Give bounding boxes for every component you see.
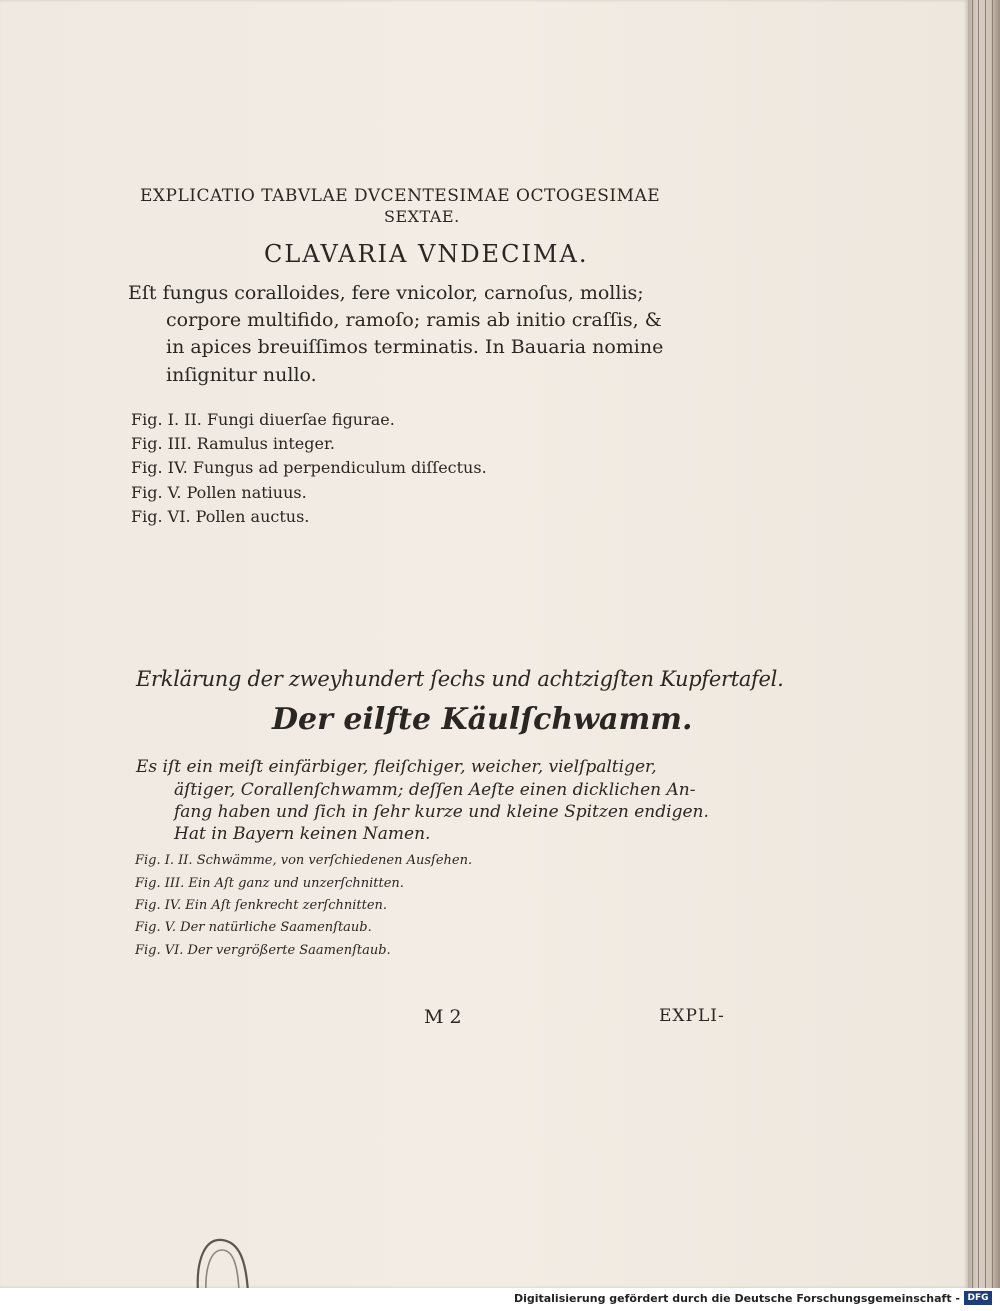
catchword: EXPLI-	[659, 1006, 725, 1026]
latin-fig-item: Fig. VI. Pollen auctus.	[131, 507, 310, 526]
latin-para-line: inſignitur nullo.	[166, 364, 317, 386]
dfg-logo: DFG	[964, 1291, 992, 1305]
german-fig-item: Fig. V. Der natürliche Saamenſtaub.	[135, 920, 372, 935]
latin-fig-item: Fig. IV. Fungus ad perpendiculum diſſectus.	[131, 458, 487, 477]
german-title: Erklärung der zweyhundert ſechs und achtzigſten Kupfertafel.	[136, 667, 784, 691]
paper-clip-icon	[190, 1232, 260, 1292]
latin-fig-item: Fig. I. II. Fungi diuerſae figurae.	[131, 410, 395, 429]
latin-fig-item: Fig. V. Pollen natiuus.	[131, 483, 307, 502]
latin-title-line1: EXPLICATIO TABVLAE DVCENTESIMAE OCTOGESIMAE	[140, 186, 661, 206]
german-fig-item: Fig. III. Ein Aſt ganz und unzerſchnitten.	[135, 876, 404, 891]
footer-credit: Digitalisierung gefördert durch die Deutsche Forschungsgemeinschaft -	[513, 1292, 960, 1305]
german-para-line: Hat in Bayern keinen Namen.	[174, 824, 431, 844]
german-para-line: äſtiger, Corallenſchwamm; deſſen Aeſte einen dicklichen An-	[174, 780, 696, 800]
german-fig-item: Fig. I. II. Schwämme, von verſchiedenen Ausſehen.	[135, 853, 473, 868]
german-heading: Der eilfte Käulſchwamm.	[272, 702, 693, 737]
latin-para-line: corpore multifido, ramoſo; ramis ab initio craſſis, &	[166, 309, 662, 331]
latin-title-line2: SEXTAE.	[384, 207, 460, 226]
german-fig-item: Fig. VI. Der vergrößerte Saamenſtaub.	[135, 943, 391, 958]
latin-para-line: Eſt fungus coralloides, fere vnicolor, carnoſus, mollis;	[128, 282, 644, 304]
page-edge-stack	[968, 0, 1000, 1288]
latin-para-line: in apices breuiſſimos terminatis. In Bauaria nomine	[166, 336, 664, 358]
german-para-line: Es iſt ein meiſt einfärbiger, fleiſchiger, weicher, vielſpaltiger,	[136, 757, 657, 777]
latin-heading: CLAVARIA VNDECIMA.	[264, 240, 589, 268]
latin-fig-item: Fig. III. Ramulus integer.	[131, 434, 335, 453]
german-fig-item: Fig. IV. Ein Aſt ſenkrecht zerſchnitten.	[135, 898, 388, 913]
signature-mark: M 2	[424, 1006, 462, 1028]
german-para-line: fang haben und ſich in ſehr kurze und kleine Spitzen endigen.	[174, 802, 709, 822]
